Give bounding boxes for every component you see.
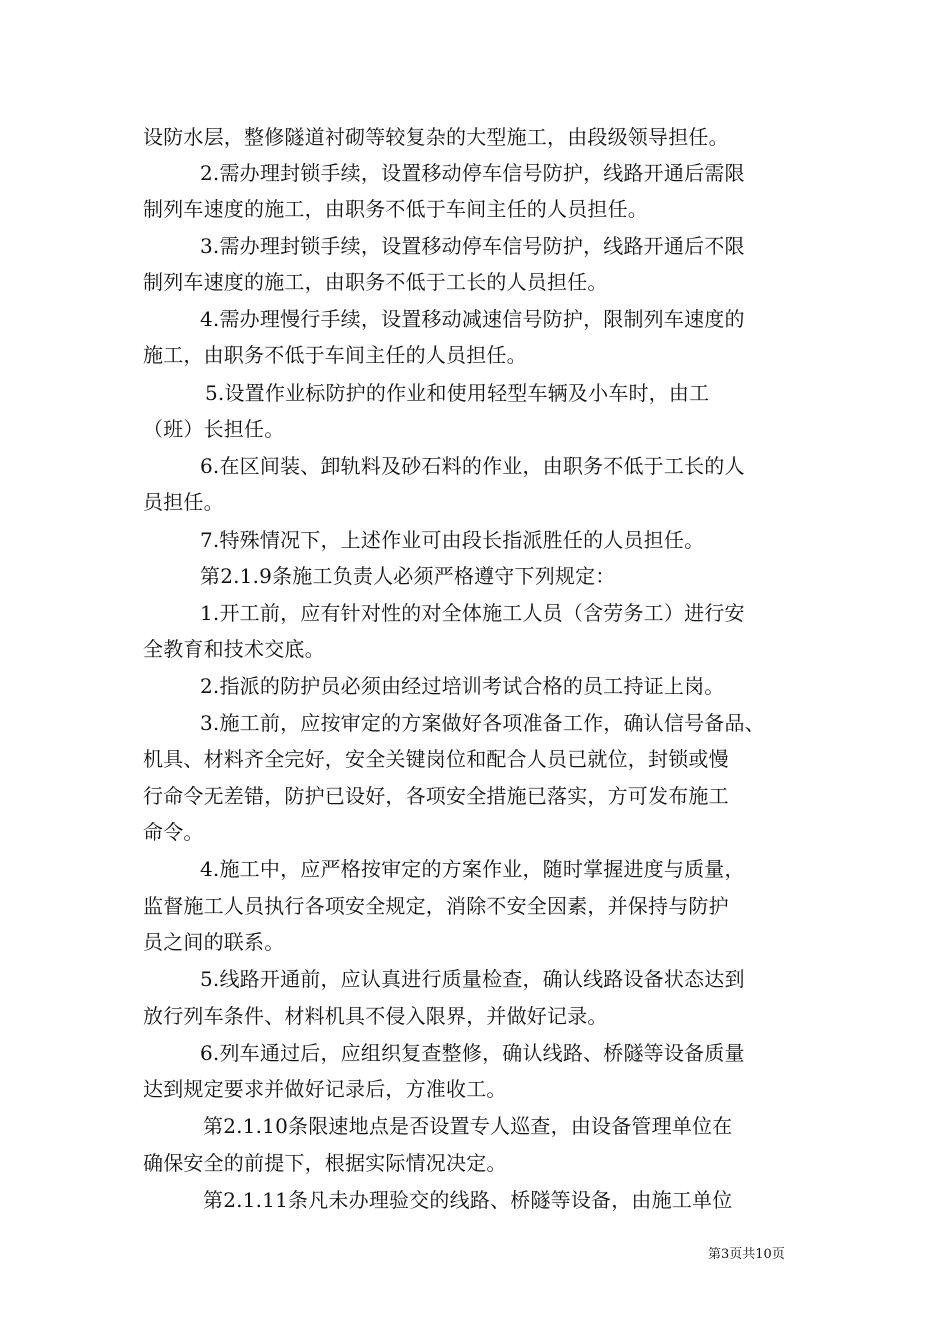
text-line: 制列车速度的施工，由职务不低于工长的人员担任。 xyxy=(143,270,608,294)
text-line: 2.指派的防护员必须由经过培训考试合格的员工持证上岗。 xyxy=(200,674,725,698)
text-line: 命令。 xyxy=(143,820,204,844)
text-line: （班）长担任。 xyxy=(143,417,285,441)
text-line: 员担任。 xyxy=(143,490,224,514)
text-line: 3.需办理封锁手续，设置移动停车信号防护，线路开通后不限 xyxy=(200,234,745,258)
text-line: 5.线路开通前，应认真进行质量检查，确认线路设备状态达到 xyxy=(200,967,745,991)
article-heading: 第2.1.9条施工负责人必须严格遵守下列规定： xyxy=(200,564,616,588)
text-line: 制列车速度的施工，由职务不低于车间主任的人员担任。 xyxy=(143,197,648,221)
text-line: 4.需办理慢行手续，设置移动减速信号防护，限制列车速度的 xyxy=(200,307,745,331)
text-line: 员之间的联系。 xyxy=(143,930,285,954)
text-line: 监督施工人员执行各项安全规定，消除不安全因素，并保持与防护 xyxy=(143,894,729,918)
text-line: 3.施工前，应按审定的方案做好各项准备工作，确认信号备品、 xyxy=(200,711,765,735)
text-line: 5.设置作业标防护的作业和使用轻型车辆及小车时，由工 xyxy=(205,381,710,405)
text-line: 6.列车通过后，应组织复查整修，确认线路、桥隧等设备质量 xyxy=(200,1041,745,1065)
text-line: 放行列车条件、材料机具不侵入限界，并做好记录。 xyxy=(143,1004,608,1028)
article-heading: 第2.1.10条限速地点是否设置专人巡查，由设备管理单位在 xyxy=(203,1114,733,1138)
text-line: 全教育和技术交底。 xyxy=(143,637,325,661)
page-number: 第3页共10页 xyxy=(708,1247,785,1262)
text-line: 设防水层，整修隧道衬砌等较复杂的大型施工，由段级领导担任。 xyxy=(143,125,729,149)
article-heading: 第2.1.11条凡未办理验交的线路、桥隧等设备，由施工单位 xyxy=(203,1188,733,1212)
text-line: 1.开工前，应有针对性的对全体施工人员（含劳务工）进行安 xyxy=(200,601,745,625)
text-line: 确保安全的前提下，根据实际情况决定。 xyxy=(143,1151,507,1175)
text-line: 施工，由职务不低于车间主任的人员担任。 xyxy=(143,343,527,367)
text-line: 6.在区间装、卸轨料及砂石料的作业，由职务不低于工长的人 xyxy=(200,454,745,478)
text-line: 7.特殊情况下，上述作业可由段长指派胜任的人员担任。 xyxy=(200,528,705,552)
text-line: 机具、材料齐全完好，安全关键岗位和配合人员已就位，封锁或慢 xyxy=(143,747,729,771)
text-line: 达到规定要求并做好记录后，方准收工。 xyxy=(143,1077,507,1101)
text-line: 行命令无差错，防护已设好，各项安全措施已落实，方可发布施工 xyxy=(143,784,729,808)
text-line: 4.施工中，应严格按审定的方案作业，随时掌握进度与质量， xyxy=(200,857,745,881)
text-line: 2.需办理封锁手续，设置移动停车信号防护，线路开通后需限 xyxy=(200,161,745,185)
